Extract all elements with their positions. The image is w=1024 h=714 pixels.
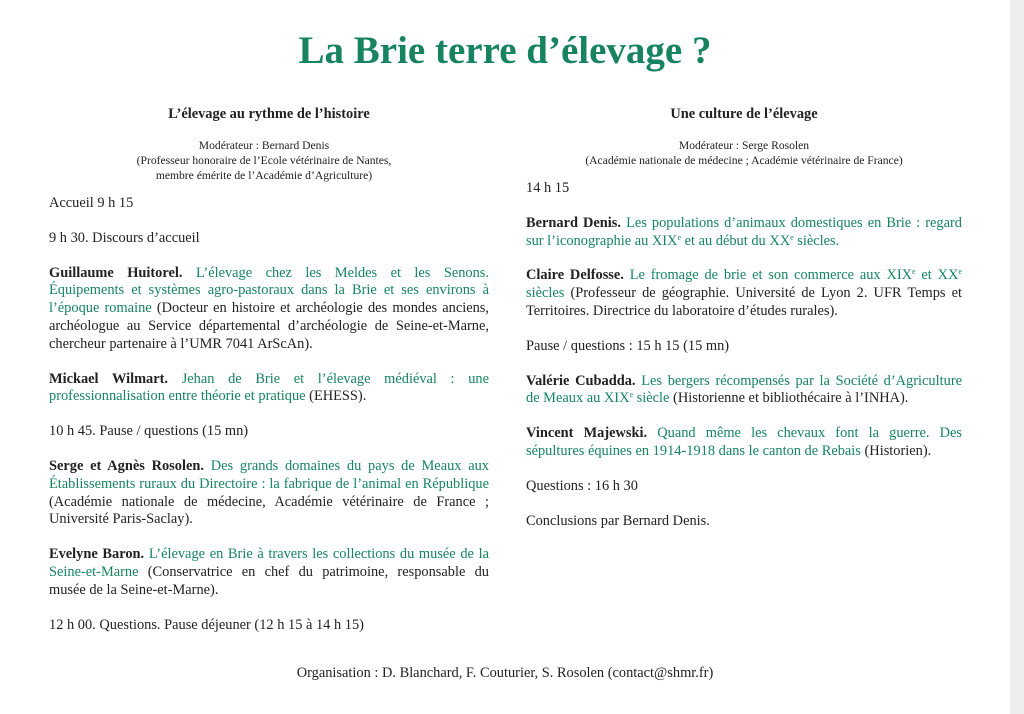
schedule-break: Pause / questions : 15 h 15 (15 mn) (526, 337, 730, 354)
speaker-name: Guillaume Huitorel. (49, 264, 183, 281)
moderator-block (39, 138, 489, 183)
speaker-affiliation: (Conservatrice en chef du patrimoine, responsable du musée de la Seine-et-Marne). (49, 563, 489, 598)
section-heading: Une culture de l’élevage (670, 106, 818, 122)
speaker-name: Claire Delfosse. (526, 267, 624, 284)
speaker-name: Evelyne Baron. (49, 546, 145, 563)
speaker-name: Mickael Wilmart. (49, 370, 169, 387)
speaker-affiliation: (Académie nationale de médecine, Académie vétérinaire de France ; Université Paris-Saclay). (49, 493, 489, 528)
session-morning (49, 104, 489, 651)
speaker-affiliation: (Professeur de géographie. Université de Lyon 2. UFR Temps et Territoires. Directrice du laboratoire d’études rurales). (526, 285, 962, 319)
moderator-name: Modérateur : Serge Rosolen (678, 139, 810, 152)
speaker-name: Vincent Majewski. (526, 425, 648, 442)
moderator-affiliation-cont: membre émérite de l’Académie d’Agriculture) (155, 169, 373, 182)
page-title: La Brie terre d’élevage ? (298, 29, 712, 72)
talk-title: Jehan de Brie et l’élevage médiéval : une professionnalisation entre théorie et pratique (49, 370, 489, 405)
speaker-name: Serge et Agnès Rosolen. (49, 457, 204, 474)
schedule-opening: 9 h 30. Discours d’accueil (49, 229, 200, 246)
speaker-affiliation: (EHESS). (309, 388, 367, 405)
schedule-questions: Questions : 16 h 30 (526, 477, 638, 494)
schedule-conclusions: Conclusions par Bernard Denis. (526, 512, 710, 529)
session-afternoon (526, 104, 962, 547)
section-heading: L’élevage au rythme de l’histoire (168, 106, 370, 122)
speaker-name: Valérie Cubadda. (526, 372, 636, 389)
page-edge (1010, 0, 1024, 714)
talk-item (526, 425, 962, 461)
talk-title: L’élevage chez les Meldes et les Senons. Équipements et systèmes agro-pastoraux dans la Brie et ses environs à l’époque romaine (49, 264, 489, 317)
schedule-welcome: Accueil 9 h 15 (49, 195, 134, 211)
schedule-lunch: 12 h 00. Questions. Pause déjeuner (12 h 15 à 14 h 15) (49, 616, 364, 633)
speaker-affiliation: (Docteur en histoire et archéologie des mondes anciens, archéologue au Service départemental d’archéologie de Seine-et-Marne, chercheur partenaire à l’UMR 7041 ArScAn). (49, 300, 489, 352)
talk-item (49, 546, 489, 599)
talk-title: Le fromage de brie et son commerce aux XIXe et XXe siècles (526, 267, 962, 302)
moderator-block (526, 138, 962, 168)
organisation-footer: Organisation : D. Blanchard, F. Couturier, S. Rosolen (contact@shmr.fr) (296, 665, 714, 681)
schedule-start: 14 h 15 (526, 180, 570, 196)
talk-title: Quand même les chevaux font la guerre. Des sépultures équines en 1914-1918 dans le canton de Rebais (526, 425, 962, 459)
talk-item (526, 267, 962, 320)
speaker-affiliation: (Historienne et bibliothécaire à l’INHA). (673, 390, 909, 407)
talk-item (526, 215, 962, 251)
talk-title: Des grands domaines du pays de Meaux aux Établissements ruraux du Directoire : la fabrique de l’animal en République (49, 457, 489, 492)
speaker-affiliation: (Historien). (864, 442, 932, 459)
talk-item (526, 373, 962, 409)
talk-item (49, 265, 489, 354)
talk-item (49, 458, 489, 529)
talk-title: Les populations d’animaux domestiques en Brie : regard sur l’iconographie au XIXe et au début du XXe siècles. (526, 214, 962, 249)
moderator-name: Modérateur : Bernard Denis (198, 139, 330, 152)
schedule-break: 10 h 45. Pause / questions (15 mn) (49, 423, 249, 440)
moderator-affiliation: (Académie nationale de médecine ; Académie vétérinaire de France) (585, 154, 903, 167)
talk-title: L’élevage en Brie à travers les collections du musée de la Seine-et-Marne (49, 546, 489, 580)
moderator-affiliation: (Professeur honoraire de l’Ecole vétérinaire de Nantes, (136, 154, 392, 167)
speaker-name: Bernard Denis. (526, 214, 621, 231)
talk-item (49, 371, 489, 407)
talk-title: Les bergers récompensés par la Société d’Agriculture de Meaux au XIXe siècle (526, 372, 962, 407)
